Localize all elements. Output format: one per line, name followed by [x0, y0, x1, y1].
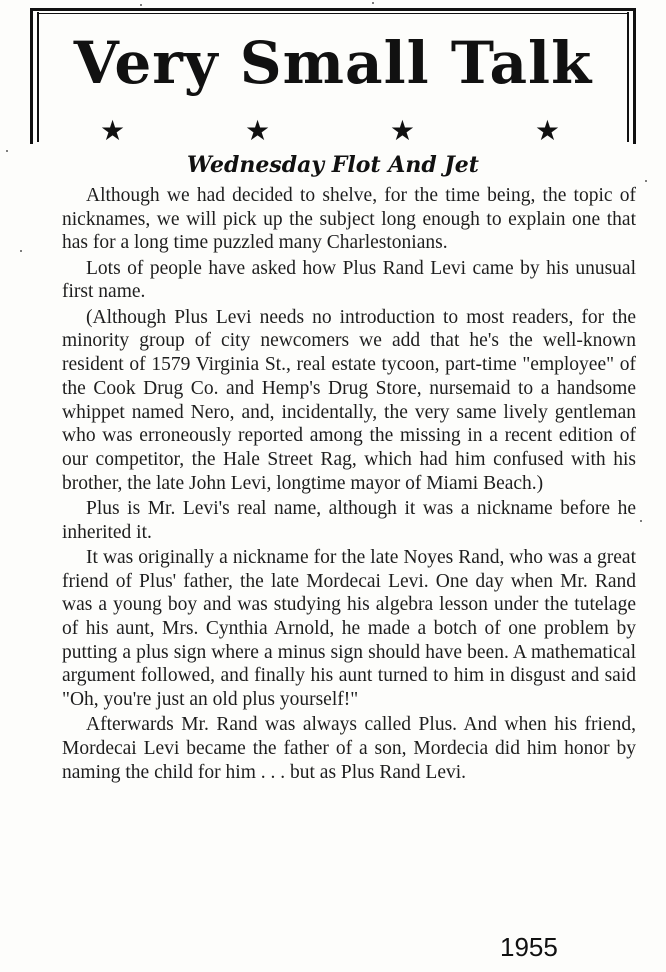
top-border-inner-rule	[37, 13, 629, 14]
year-label: 1955	[500, 932, 558, 962]
left-border-inner-rule	[37, 12, 39, 142]
left-border-rule	[30, 8, 33, 144]
column-headline: Very Small Talk	[73, 29, 593, 97]
star-icon: ★	[389, 114, 416, 147]
right-border-rule	[633, 8, 636, 144]
print-speck	[640, 520, 642, 522]
paragraph: Plus is Mr. Levi's real name, although it was a nickname before he inherited it.	[62, 497, 636, 543]
right-border-inner-rule	[627, 12, 629, 142]
paragraph: Lots of people have asked how Plus Rand Levi came by his unusual first name.	[62, 257, 636, 303]
top-border-rule	[30, 8, 636, 11]
star-icon: ★	[244, 114, 271, 147]
paragraph: (Although Plus Levi needs no introduction to most readers, for the minority group of city newcomers we add that he's the well-known resident of 1579 Virginia St., real estate tycoon, part-time "employee" of the Cook Drug Co. and Hemp's Drug Store, nursemaid to a handsome whippet named Nero, and, incidentally, the very same lively gentleman who was erroneously reported among the missing in a recent edition of our competitor, the Hale Street Rag, which had him confused with his brother, the late John Levi, longtime mayor of Miami Beach.)	[62, 306, 636, 494]
paragraph: Afterwards Mr. Rand was always called Plus. And when his friend, Mordecai Levi became the father of a son, Mordecia did him honor by naming the child for him . . . but as Plus Rand Levi.	[62, 714, 636, 783]
print-speck	[645, 180, 647, 182]
article-subhead: Wednesday Flot And Jet	[187, 152, 479, 178]
print-speck	[6, 150, 8, 152]
print-speck	[20, 250, 22, 252]
paragraph: It was originally a nickname for the late Noyes Rand, who was a great friend of Plus' father, the late Mordecai Levi. One day when Mr. Rand was a young boy and was studying his algebra lesson under the tutelage of his aunt, Mrs. Cynthia Arnold, he made a botch of one problem by putting a plus sign where a minus sign should have been. A mathematical argument followed, and finally his aunt turned to him in disgust and said "Oh, you're just an old plus yourself!"	[62, 546, 636, 711]
star-icon: ★	[534, 114, 560, 147]
star-ornament-row	[100, 114, 560, 148]
paragraph: Although we had decided to shelve, for the time being, the topic of nicknames, we will pick up the subject long enough to explain one that has for a long time puzzled many Charlestonians.	[62, 185, 636, 254]
star-icon: ★	[100, 114, 126, 147]
article-body	[62, 184, 636, 786]
print-speck	[372, 2, 374, 4]
print-speck	[140, 4, 142, 6]
